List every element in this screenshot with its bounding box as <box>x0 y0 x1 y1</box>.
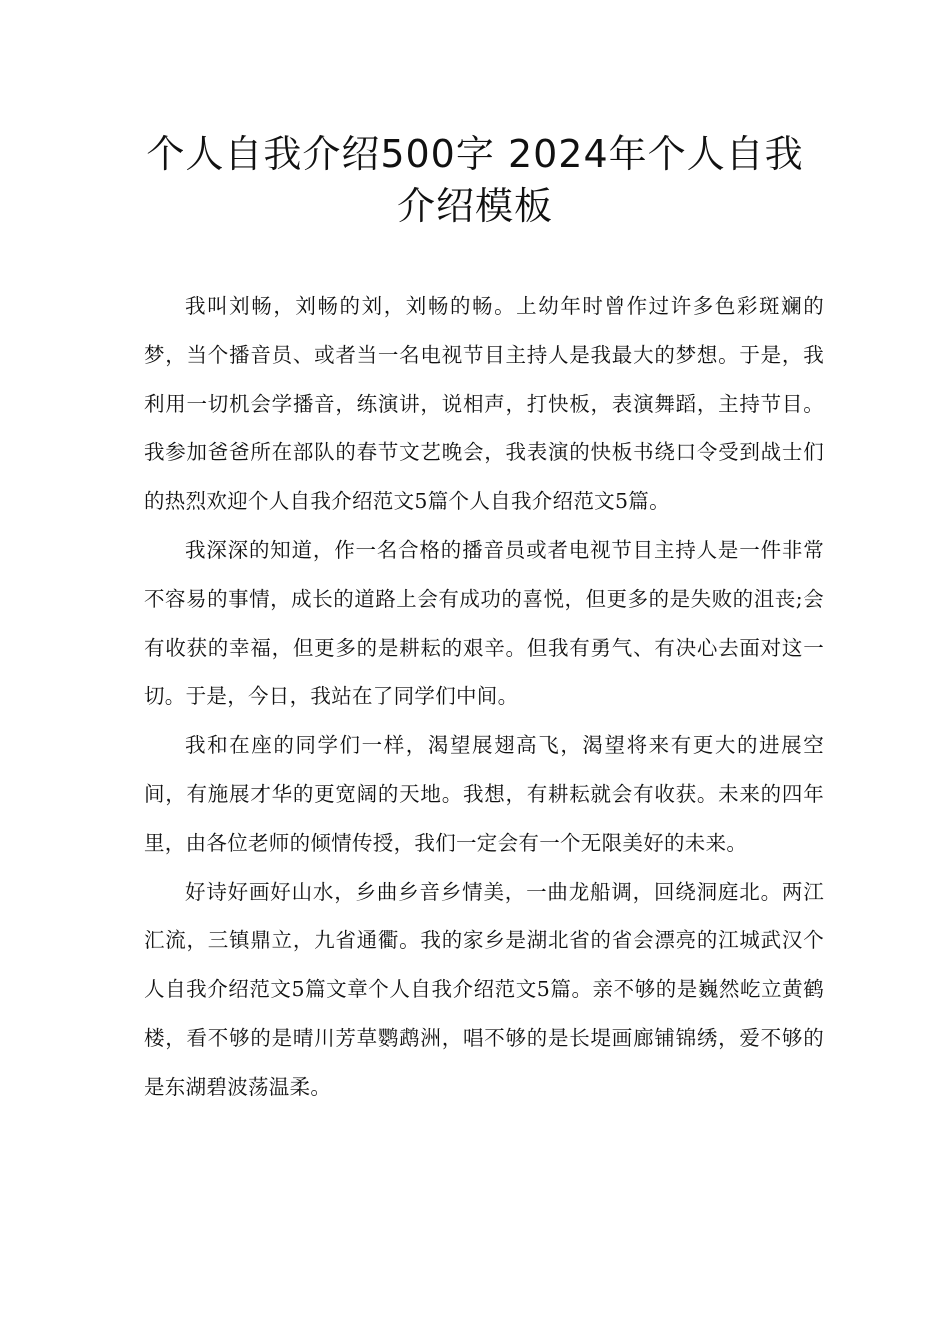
title-line-2: 介绍模板 <box>396 184 553 228</box>
paragraph-1: 我叫刘畅，刘畅的刘，刘畅的畅。上幼年时曾作过许多色彩斑斓的梦，当个播音员、或者当一名电视节目主持人是我最大的梦想。于是，我利用一切机会学播音，练演讲，说相声，打快板，表演舞蹈，主持节目。我参加爸爸所在部队的春节文艺晚会，我表演的快板书绕口令受到战士们的热烈欢迎个人自我介绍范文5篇个人自我介绍范文5篇。 <box>144 294 824 514</box>
document-body <box>144 282 824 1112</box>
paragraph-2: 我深深的知道，作一名合格的播音员或者电视节目主持人是一件非常不容易的事情，成长的道路上会有成功的喜悦，但更多的是失败的沮丧;会有收获的幸福，但更多的是耕耘的艰辛。但我有勇气、有决心去面对这一切。于是，今日，我站在了同学们中间。 <box>144 537 824 709</box>
paragraph-4: 好诗好画好山水，乡曲乡音乡情美，一曲龙船调，回绕洞庭北。两江汇流，三镇鼎立，九省通衢。我的家乡是湖北省的省会漂亮的江城武汉个人自我介绍范文5篇文章个人自我介绍范文5篇。亲不够的是巍然屹立黄鹤楼，看不够的是晴川芳草鹦鹉洲，唱不够的是长堤画廊铺锦绣，爱不够的是东湖碧波荡温柔。 <box>144 879 824 1099</box>
title-line-1: 个人自我介绍500字 2024年个人自我 <box>146 132 804 176</box>
paragraph-3: 我和在座的同学们一样，渴望展翅高飞，渴望将来有更大的进展空间，有施展才华的更宽阔的天地。我想，有耕耘就会有收获。未来的四年里，由各位老师的倾情传授，我们一定会有一个无限美好的未来。 <box>144 733 824 855</box>
document-title <box>120 128 830 232</box>
